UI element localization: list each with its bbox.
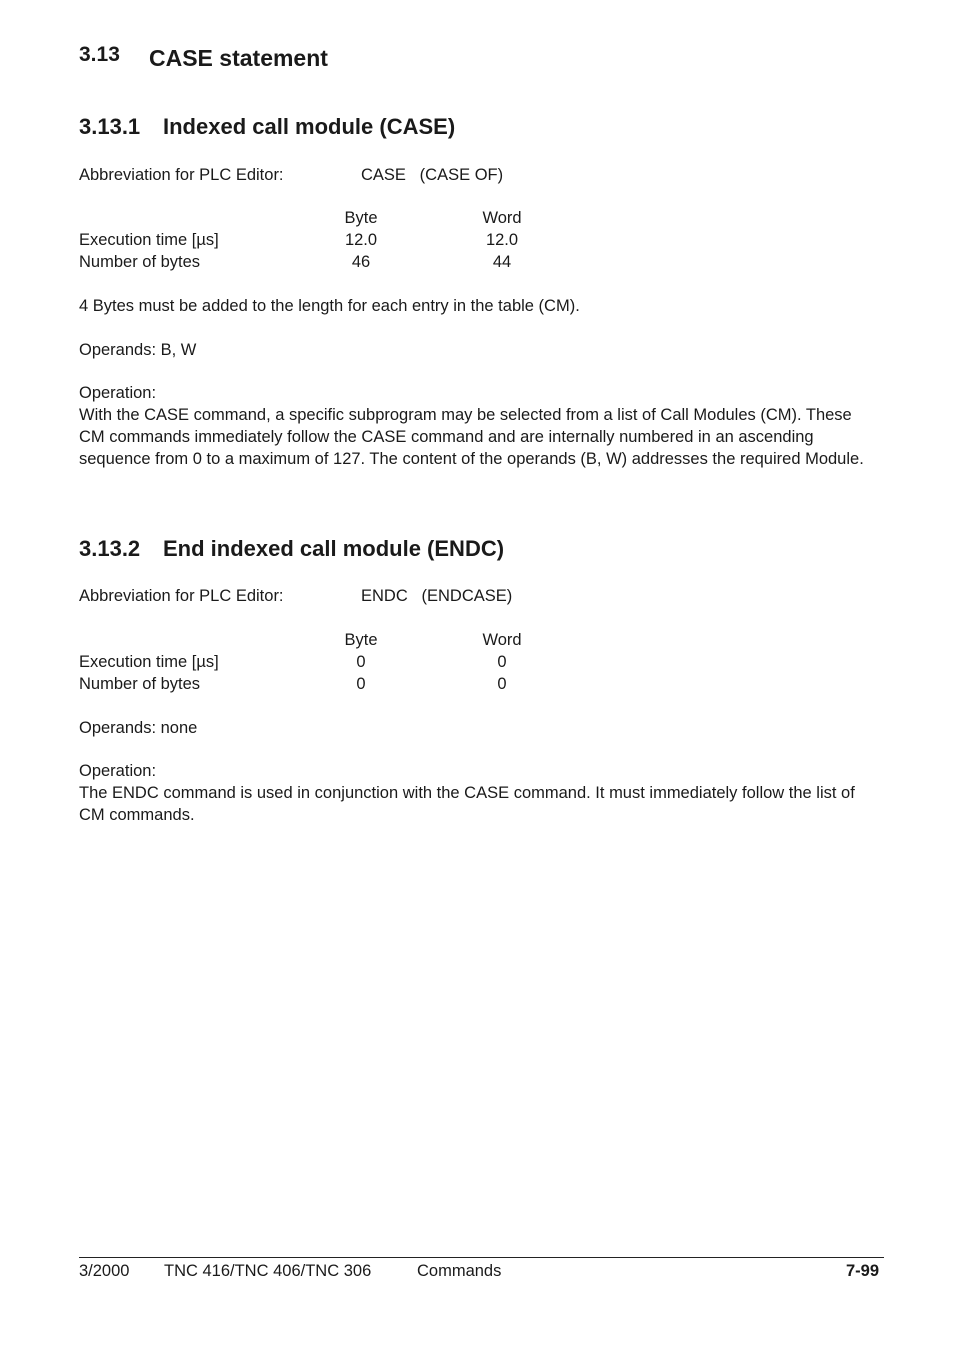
- sub1-operation-label: Operation:: [79, 384, 157, 402]
- sub1-col-byte: Byte: [344, 209, 378, 227]
- sub1-operation-text: With the CASE command, a specific subprogram may be selected from a list of Call Modules (CM). These CM commands immediately follow the CASE command and are internally numbered in an ascending sequence from 0 to a maximum of 127. The content of the operands (B, W) addresses the required Module.: [79, 406, 864, 468]
- footer-page-number: 7-99: [845, 1262, 879, 1280]
- sub2-row-word: 0: [497, 675, 507, 693]
- sub1-col-word: Word: [482, 209, 522, 227]
- sub2-number: 3.13.2: [79, 536, 141, 561]
- sub2-col-word: Word: [482, 631, 522, 649]
- sub2-title: End indexed call module (ENDC): [163, 536, 505, 561]
- sub2-row-label: Number of bytes: [79, 675, 201, 693]
- sub1-abbr-value: CASE (CASE OF): [361, 166, 504, 184]
- sub2-row-byte: 0: [356, 653, 366, 671]
- sub2-col-byte: Byte: [344, 631, 378, 649]
- sub1-title: Indexed call module (CASE): [163, 114, 456, 139]
- sub2-operands: Operands: none: [79, 719, 198, 737]
- footer-rule: [79, 1257, 884, 1258]
- sub2-row-word: 0: [497, 653, 507, 671]
- sub1-row-word: 12.0: [485, 231, 519, 249]
- footer-date: 3/2000: [79, 1262, 130, 1280]
- sub1-operands: Operands: B, W: [79, 341, 197, 359]
- sub1-abbr-label: Abbreviation for PLC Editor:: [79, 166, 284, 184]
- sub2-operation-label: Operation:: [79, 762, 157, 780]
- sub1-row-byte: 12.0: [344, 231, 378, 249]
- sub2-abbr-value: ENDC (ENDCASE): [361, 587, 513, 605]
- sub2-row-byte: 0: [356, 675, 366, 693]
- sub1-row-byte: 46: [351, 253, 371, 271]
- sub2-row-label: Execution time [µs]: [79, 653, 219, 671]
- footer-product: TNC 416/TNC 406/TNC 306: [164, 1262, 372, 1280]
- sub2-abbr-label: Abbreviation for PLC Editor:: [79, 587, 284, 605]
- section-number: 3.13: [79, 43, 120, 66]
- sub1-row-label: Number of bytes: [79, 253, 201, 271]
- sub1-number: 3.13.1: [79, 114, 141, 139]
- sub1-note: 4 Bytes must be added to the length for each entry in the table (CM).: [79, 297, 580, 315]
- sub1-row-label: Execution time [µs]: [79, 231, 219, 249]
- footer-chapter: Commands: [417, 1262, 502, 1280]
- sub1-row-word: 44: [492, 253, 512, 271]
- sub2-operation-text: The ENDC command is used in conjunction with the CASE command. It must immediately follow the list of CM commands.: [79, 784, 855, 824]
- section-title: CASE statement: [149, 45, 328, 71]
